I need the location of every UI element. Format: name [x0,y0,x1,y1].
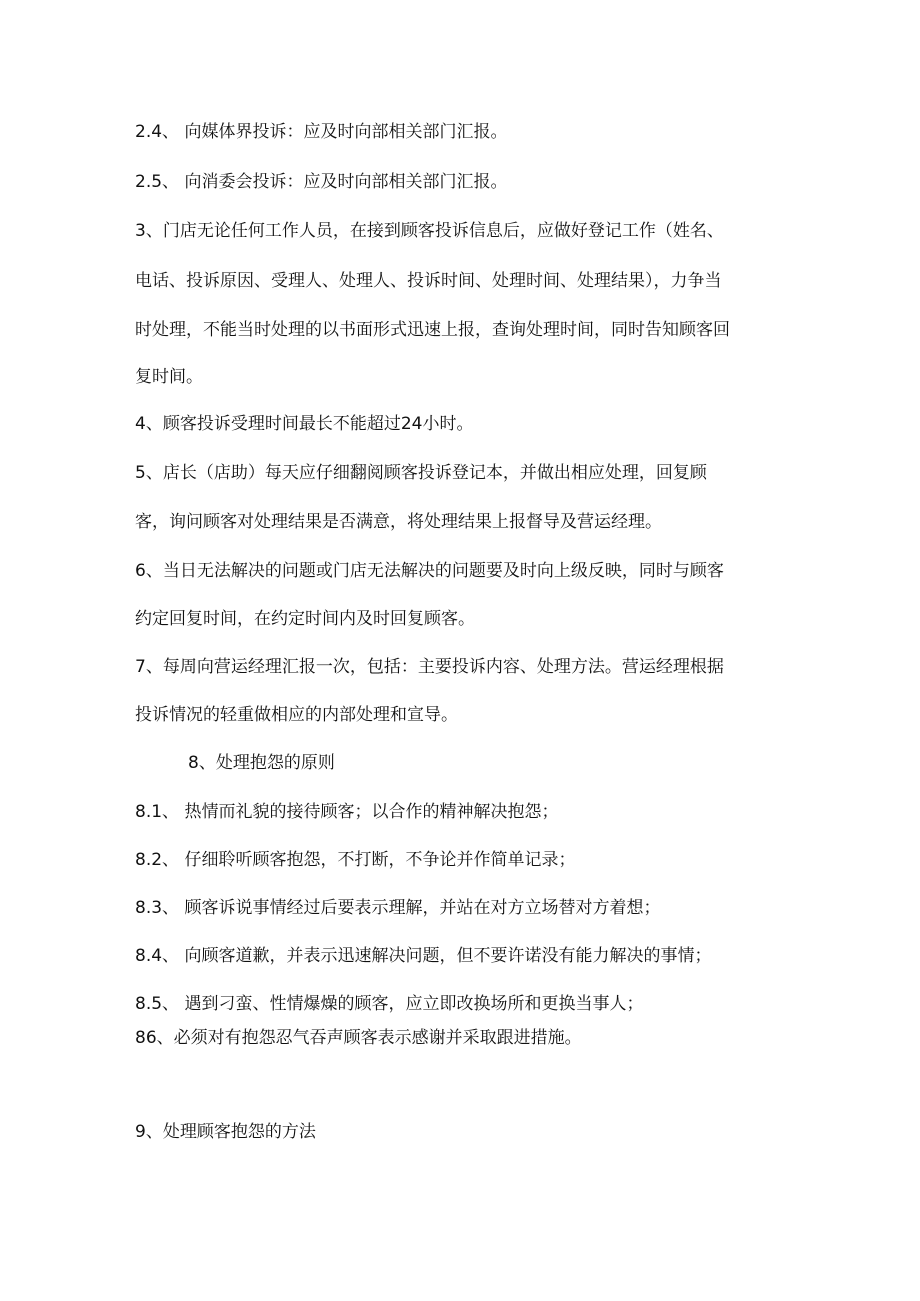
text-line-3-a: 3、门店无论任何工作人员，在接到顾客投诉信息后，应做好登记工作（姓名、 [135,221,724,241]
section-heading-8: 8、处理抱怨的原则 [188,753,335,773]
text-line-3-c: 时处理，不能当时处理的以书面形式迅速上报，查询处理时间，同时告知顾客回 [135,320,730,340]
text-line-3-d: 复时间。 [135,367,203,387]
text-line-6-a: 6、当日无法解决的问题或门店无法解决的问题要及时向上级反映，同时与顾客 [135,561,724,581]
text-line-8-1: 8.1、 热情而礼貌的接待顾客；以合作的精神解决抱怨； [135,802,559,822]
text-line-8-3: 8.3、 顾客诉说事情经过后要表示理解，并站在对方立场替对方着想； [135,898,661,918]
text-line-4: 4、顾客投诉受理时间最长不能超过24小时。 [135,414,474,434]
text-line-8-4: 8.4、 向顾客道歉，并表示迅速解决问题，但不要许诺没有能力解决的事情； [135,946,712,966]
text-line-2-4: 2.4、 向媒体界投诉：应及时向部相关部门汇报。 [135,122,508,142]
text-line-86: 86、必须对有抱怨忍气吞声顾客表示感谢并采取跟进措施。 [135,1028,582,1048]
text-line-6-b: 约定回复时间，在约定时间内及时回复顾客。 [135,609,475,629]
text-line-3-b: 电话、投诉原因、受理人、处理人、投诉时间、处理时间、处理结果），力争当 [135,271,722,291]
section-heading-9: 9、处理顾客抱怨的方法 [135,1122,316,1142]
text-line-2-5: 2.5、 向消委会投诉：应及时向部相关部门汇报。 [135,172,508,192]
text-line-7-a: 7、每周向营运经理汇报一次，包括：主要投诉内容、处理方法。营运经理根据 [135,657,724,677]
text-line-8-2: 8.2、 仔细聆听顾客抱怨，不打断，不争论并作简单记录； [135,850,576,870]
text-line-5-a: 5、店长（店助）每天应仔细翻阅顾客投诉登记本，并做出相应处理，回复顾 [135,463,707,483]
text-line-5-b: 客，询问顾客对处理结果是否满意，将处理结果上报督导及营运经理。 [135,512,662,532]
text-line-7-b: 投诉情况的轻重做相应的内部处理和宣导。 [135,705,458,725]
text-line-8-5: 8.5、 遇到刁蛮、性情爆燥的顾客，应立即改换场所和更换当事人； [135,994,644,1014]
